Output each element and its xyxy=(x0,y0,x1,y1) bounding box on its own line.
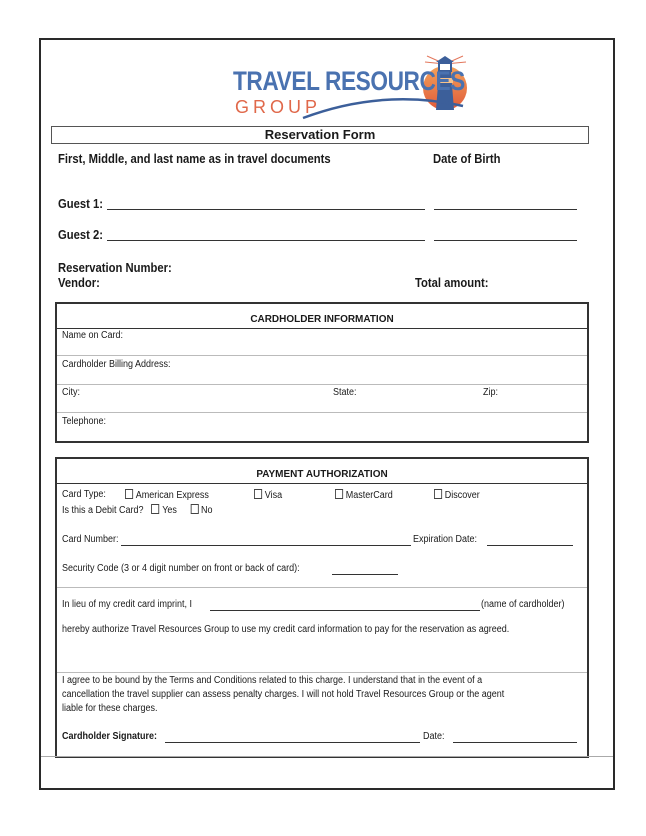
name-on-card-label: Name on Card: xyxy=(62,330,124,341)
scan-artifact-line xyxy=(41,756,613,757)
terms-line-1: I agree to be bound by the Terms and Conditions related to this charge. I understand that in the event of a xyxy=(62,675,483,686)
card-type-label: Card Type: xyxy=(62,489,106,500)
guest1-dob-field[interactable] xyxy=(434,209,577,210)
telephone-label: Telephone: xyxy=(62,416,107,427)
reservation-form-page xyxy=(39,38,615,790)
dob-header: Date of Birth xyxy=(433,152,501,166)
expiration-field[interactable] xyxy=(487,545,573,546)
guest1-label: Guest 1: xyxy=(58,197,104,211)
logo-title: TRAVEL RESOURCES xyxy=(233,66,465,96)
checkbox-icon[interactable] xyxy=(434,489,442,499)
debit-yes-checkbox-icon[interactable] xyxy=(151,504,159,514)
debit-question: Is this a Debit Card? Yes No xyxy=(62,505,213,516)
divider xyxy=(57,587,587,588)
guest2-name-field[interactable] xyxy=(107,240,425,241)
guest2-dob-field[interactable] xyxy=(434,240,577,241)
divider xyxy=(57,672,587,673)
debit-no-label: No xyxy=(201,505,213,516)
terms-line-2: cancellation the travel supplier can assess penalty charges. I will not hold Travel Resources Group or the agent xyxy=(62,689,505,700)
card-number-field[interactable] xyxy=(121,545,411,546)
zip-label: Zip: xyxy=(483,387,499,398)
signature-field[interactable] xyxy=(165,742,420,743)
logo-subtitle: GROUP xyxy=(235,97,322,117)
vendor-label: Vendor: xyxy=(58,276,100,290)
card-type-visa[interactable]: Visa xyxy=(254,489,282,501)
travel-resources-logo xyxy=(233,48,473,120)
guest1-name-field[interactable] xyxy=(107,209,425,210)
cardholder-information-box xyxy=(55,302,589,443)
checkbox-icon[interactable] xyxy=(125,489,133,499)
date-field[interactable] xyxy=(453,742,577,743)
divider xyxy=(57,328,587,329)
security-code-field[interactable] xyxy=(332,574,398,575)
date-label: Date: xyxy=(423,731,445,742)
debit-yes-label: Yes xyxy=(162,505,177,516)
divider xyxy=(57,384,587,385)
cardholder-header: CARDHOLDER INFORMATION xyxy=(250,313,394,325)
terms-line-3: liable for these charges. xyxy=(62,703,158,714)
billing-address-label: Cardholder Billing Address: xyxy=(62,359,171,370)
reservation-number-label: Reservation Number: xyxy=(58,261,172,275)
form-title: Reservation Form xyxy=(51,126,589,144)
divider xyxy=(57,355,587,356)
divider xyxy=(57,483,587,484)
debit-no-checkbox-icon[interactable] xyxy=(190,504,198,514)
cardholder-name-field[interactable] xyxy=(210,610,480,611)
total-amount-label: Total amount: xyxy=(415,276,489,290)
security-code-label: Security Code (3 or 4 digit number on front or back of card): xyxy=(62,563,300,574)
payment-authorization-box xyxy=(55,457,589,758)
state-label: State: xyxy=(333,387,357,398)
card-type-mastercard[interactable]: MasterCard xyxy=(335,489,393,501)
imprint-prefix: In lieu of my credit card imprint, I xyxy=(62,599,193,610)
card-number-label: Card Number: xyxy=(62,534,119,545)
guest2-label: Guest 2: xyxy=(58,228,104,242)
checkbox-icon[interactable] xyxy=(335,489,343,499)
divider xyxy=(57,412,587,413)
card-type-discover[interactable]: Discover xyxy=(434,489,480,501)
name-header: First, Middle, and last name as in travel documents xyxy=(58,152,331,166)
expiration-label: Expiration Date: xyxy=(413,534,478,545)
authorize-text: hereby authorize Travel Resources Group to use my credit card information to pay for the reservation as agreed. xyxy=(62,624,510,635)
city-label: City: xyxy=(62,387,80,398)
signature-label: Cardholder Signature: xyxy=(62,731,158,742)
imprint-suffix: (name of cardholder) xyxy=(481,599,565,610)
checkbox-icon[interactable] xyxy=(254,489,262,499)
card-type-amex[interactable]: American Express xyxy=(125,489,209,501)
payment-header: PAYMENT AUTHORIZATION xyxy=(256,468,388,480)
